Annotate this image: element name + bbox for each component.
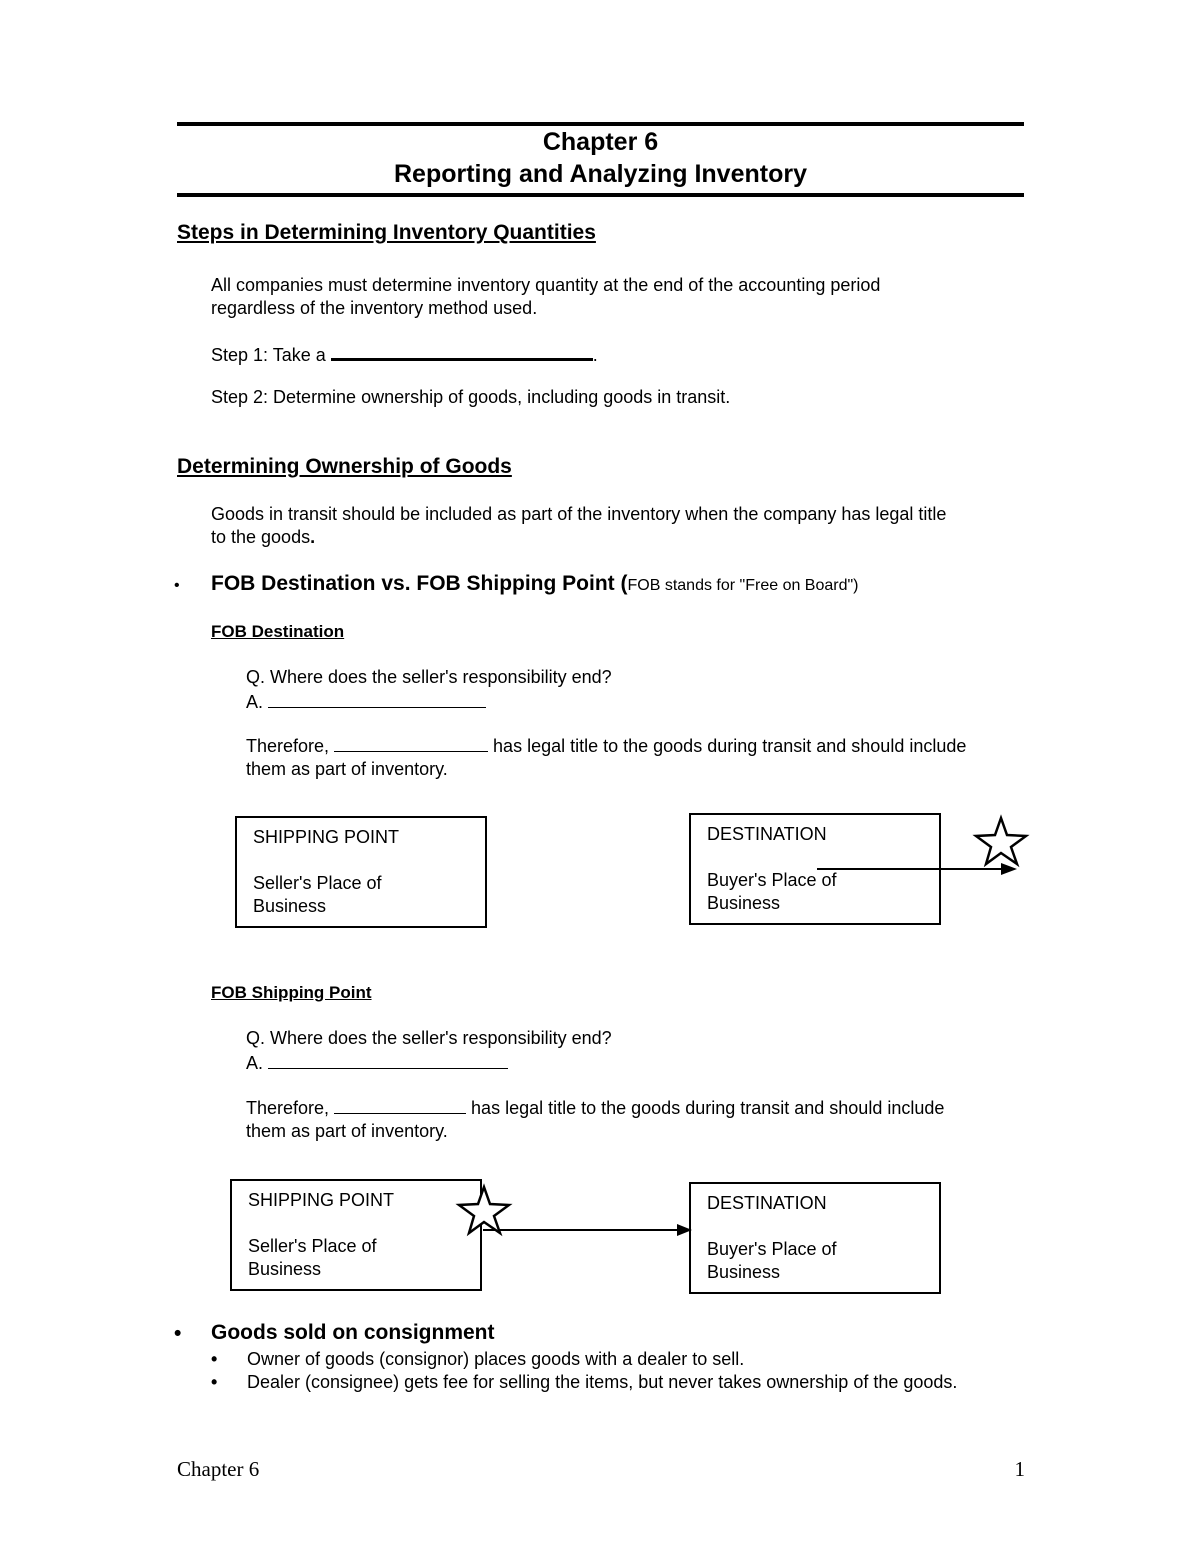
box-line1: Seller's Place of — [248, 1236, 377, 1256]
fob-shipping-qa — [246, 1027, 612, 1075]
step2: Step 2: Determine ownership of goods, including goods in transit. — [211, 387, 731, 407]
fob-shipping-shipping-point-box — [230, 1179, 482, 1291]
fob-destination-therefore-blank[interactable] — [334, 733, 488, 752]
header-rule-bottom — [177, 193, 1024, 197]
fob-shipping-therefore — [246, 1095, 944, 1143]
consignment-item — [211, 1348, 744, 1371]
ownership-text-line1: Goods in transit should be included as part of the inventory when the company has legal title — [211, 504, 947, 524]
fob-destination-therefore-line2: them as part of inventory. — [246, 759, 448, 779]
consignment-item-bullet: • — [211, 1349, 218, 1369]
step1 — [211, 340, 598, 367]
fob-destination-arrow-head — [1001, 863, 1017, 875]
fob-bullet: • — [174, 577, 180, 594]
fob-destination-therefore-prefix: Therefore, — [246, 736, 335, 756]
fob-shipping-answer — [246, 1050, 612, 1075]
box-title: DESTINATION — [707, 1193, 827, 1213]
steps-intro — [211, 274, 880, 320]
fob-destination-qa — [246, 666, 612, 714]
ownership-text-line2-main: to the goods — [211, 527, 311, 547]
chapter-subtitle: Reporting and Analyzing Inventory — [394, 160, 807, 188]
fob-shipping-therefore-suffix: has legal title to the goods during transit and should include — [466, 1098, 945, 1118]
steps-intro-line1: All companies must determine inventory quantity at the end of the accounting period — [211, 275, 881, 295]
step1-prefix: Step 1: Take a — [211, 345, 331, 365]
fob-destination-answer — [246, 689, 612, 714]
box-title: SHIPPING POINT — [253, 827, 400, 847]
fob-destination-shipping-point-box — [235, 816, 487, 928]
fob-destination-star-icon — [976, 818, 1026, 864]
consignment-item-text: Owner of goods (consignor) places goods with a dealer to sell. — [247, 1349, 745, 1369]
ownership-heading: Determining Ownership of Goods — [177, 455, 512, 478]
fob-shipping-answer-blank[interactable] — [268, 1050, 508, 1069]
fob-shipping-therefore-prefix: Therefore, — [246, 1098, 335, 1118]
box-line2: Business — [248, 1259, 322, 1279]
step1-blank[interactable] — [331, 340, 593, 361]
box-line2: Business — [707, 893, 781, 913]
fob-destination-heading: FOB Destination — [211, 622, 345, 641]
box-line1: Buyer's Place of — [707, 1239, 837, 1259]
fob-shipping-therefore-blank[interactable] — [334, 1095, 466, 1114]
fob-shipping-therefore-line1 — [246, 1095, 944, 1120]
box-title: SHIPPING POINT — [248, 1190, 395, 1210]
consignment-item-text: Dealer (consignee) gets fee for selling the items, but never takes ownership of the goods. — [247, 1372, 958, 1392]
steps-intro-line2: regardless of the inventory method used. — [211, 298, 538, 318]
consignment-bullet: • — [174, 1322, 182, 1345]
box-line1: Seller's Place of — [253, 873, 382, 893]
steps-heading: Steps in Determining Inventory Quantities — [177, 221, 596, 244]
box-title: DESTINATION — [707, 824, 827, 844]
fob-shipping-destination-box — [689, 1182, 941, 1294]
fob-shipping-heading: FOB Shipping Point — [211, 983, 372, 1002]
fob-comparison-heading — [211, 572, 859, 596]
consignment-heading: Goods sold on consignment — [211, 1321, 495, 1344]
ownership-text-line2-end: . — [310, 527, 316, 547]
fob-shipping-answer-prefix: A. — [246, 1053, 269, 1073]
consignment-item-bullet: • — [211, 1372, 218, 1392]
fob-shipping-therefore-line2: them as part of inventory. — [246, 1121, 448, 1141]
fob-destination-therefore-suffix: has legal title to the goods during transit and should include — [488, 736, 967, 756]
box-line2: Business — [253, 896, 327, 916]
footer-chapter: Chapter 6 — [177, 1457, 260, 1481]
box-line1: Buyer's Place of — [707, 870, 837, 890]
fob-shipping-question: Q. Where does the seller's responsibility end? — [246, 1028, 612, 1048]
ownership-text — [211, 503, 946, 549]
fob-destination-answer-prefix: A. — [246, 692, 269, 712]
consignment-item — [211, 1371, 957, 1394]
fob-destination-question: Q. Where does the seller's responsibility end? — [246, 667, 612, 687]
chapter-title: Chapter 6 — [542, 128, 659, 156]
step1-suffix: . — [592, 345, 598, 365]
fob-destination-answer-blank[interactable] — [268, 689, 486, 708]
ownership-text-line2 — [211, 526, 946, 549]
fob-heading-bold: FOB Destination vs. FOB Shipping Point ( — [211, 572, 628, 595]
header-rule-top — [177, 122, 1024, 126]
box-line2: Business — [707, 1262, 781, 1282]
fob-destination-therefore-line1 — [246, 733, 966, 758]
fob-destination-therefore — [246, 733, 966, 781]
fob-heading-note: FOB stands for "Free on Board") — [627, 577, 859, 594]
fob-destination-destination-box — [689, 813, 941, 925]
footer-page-number: 1 — [1014, 1457, 1025, 1481]
